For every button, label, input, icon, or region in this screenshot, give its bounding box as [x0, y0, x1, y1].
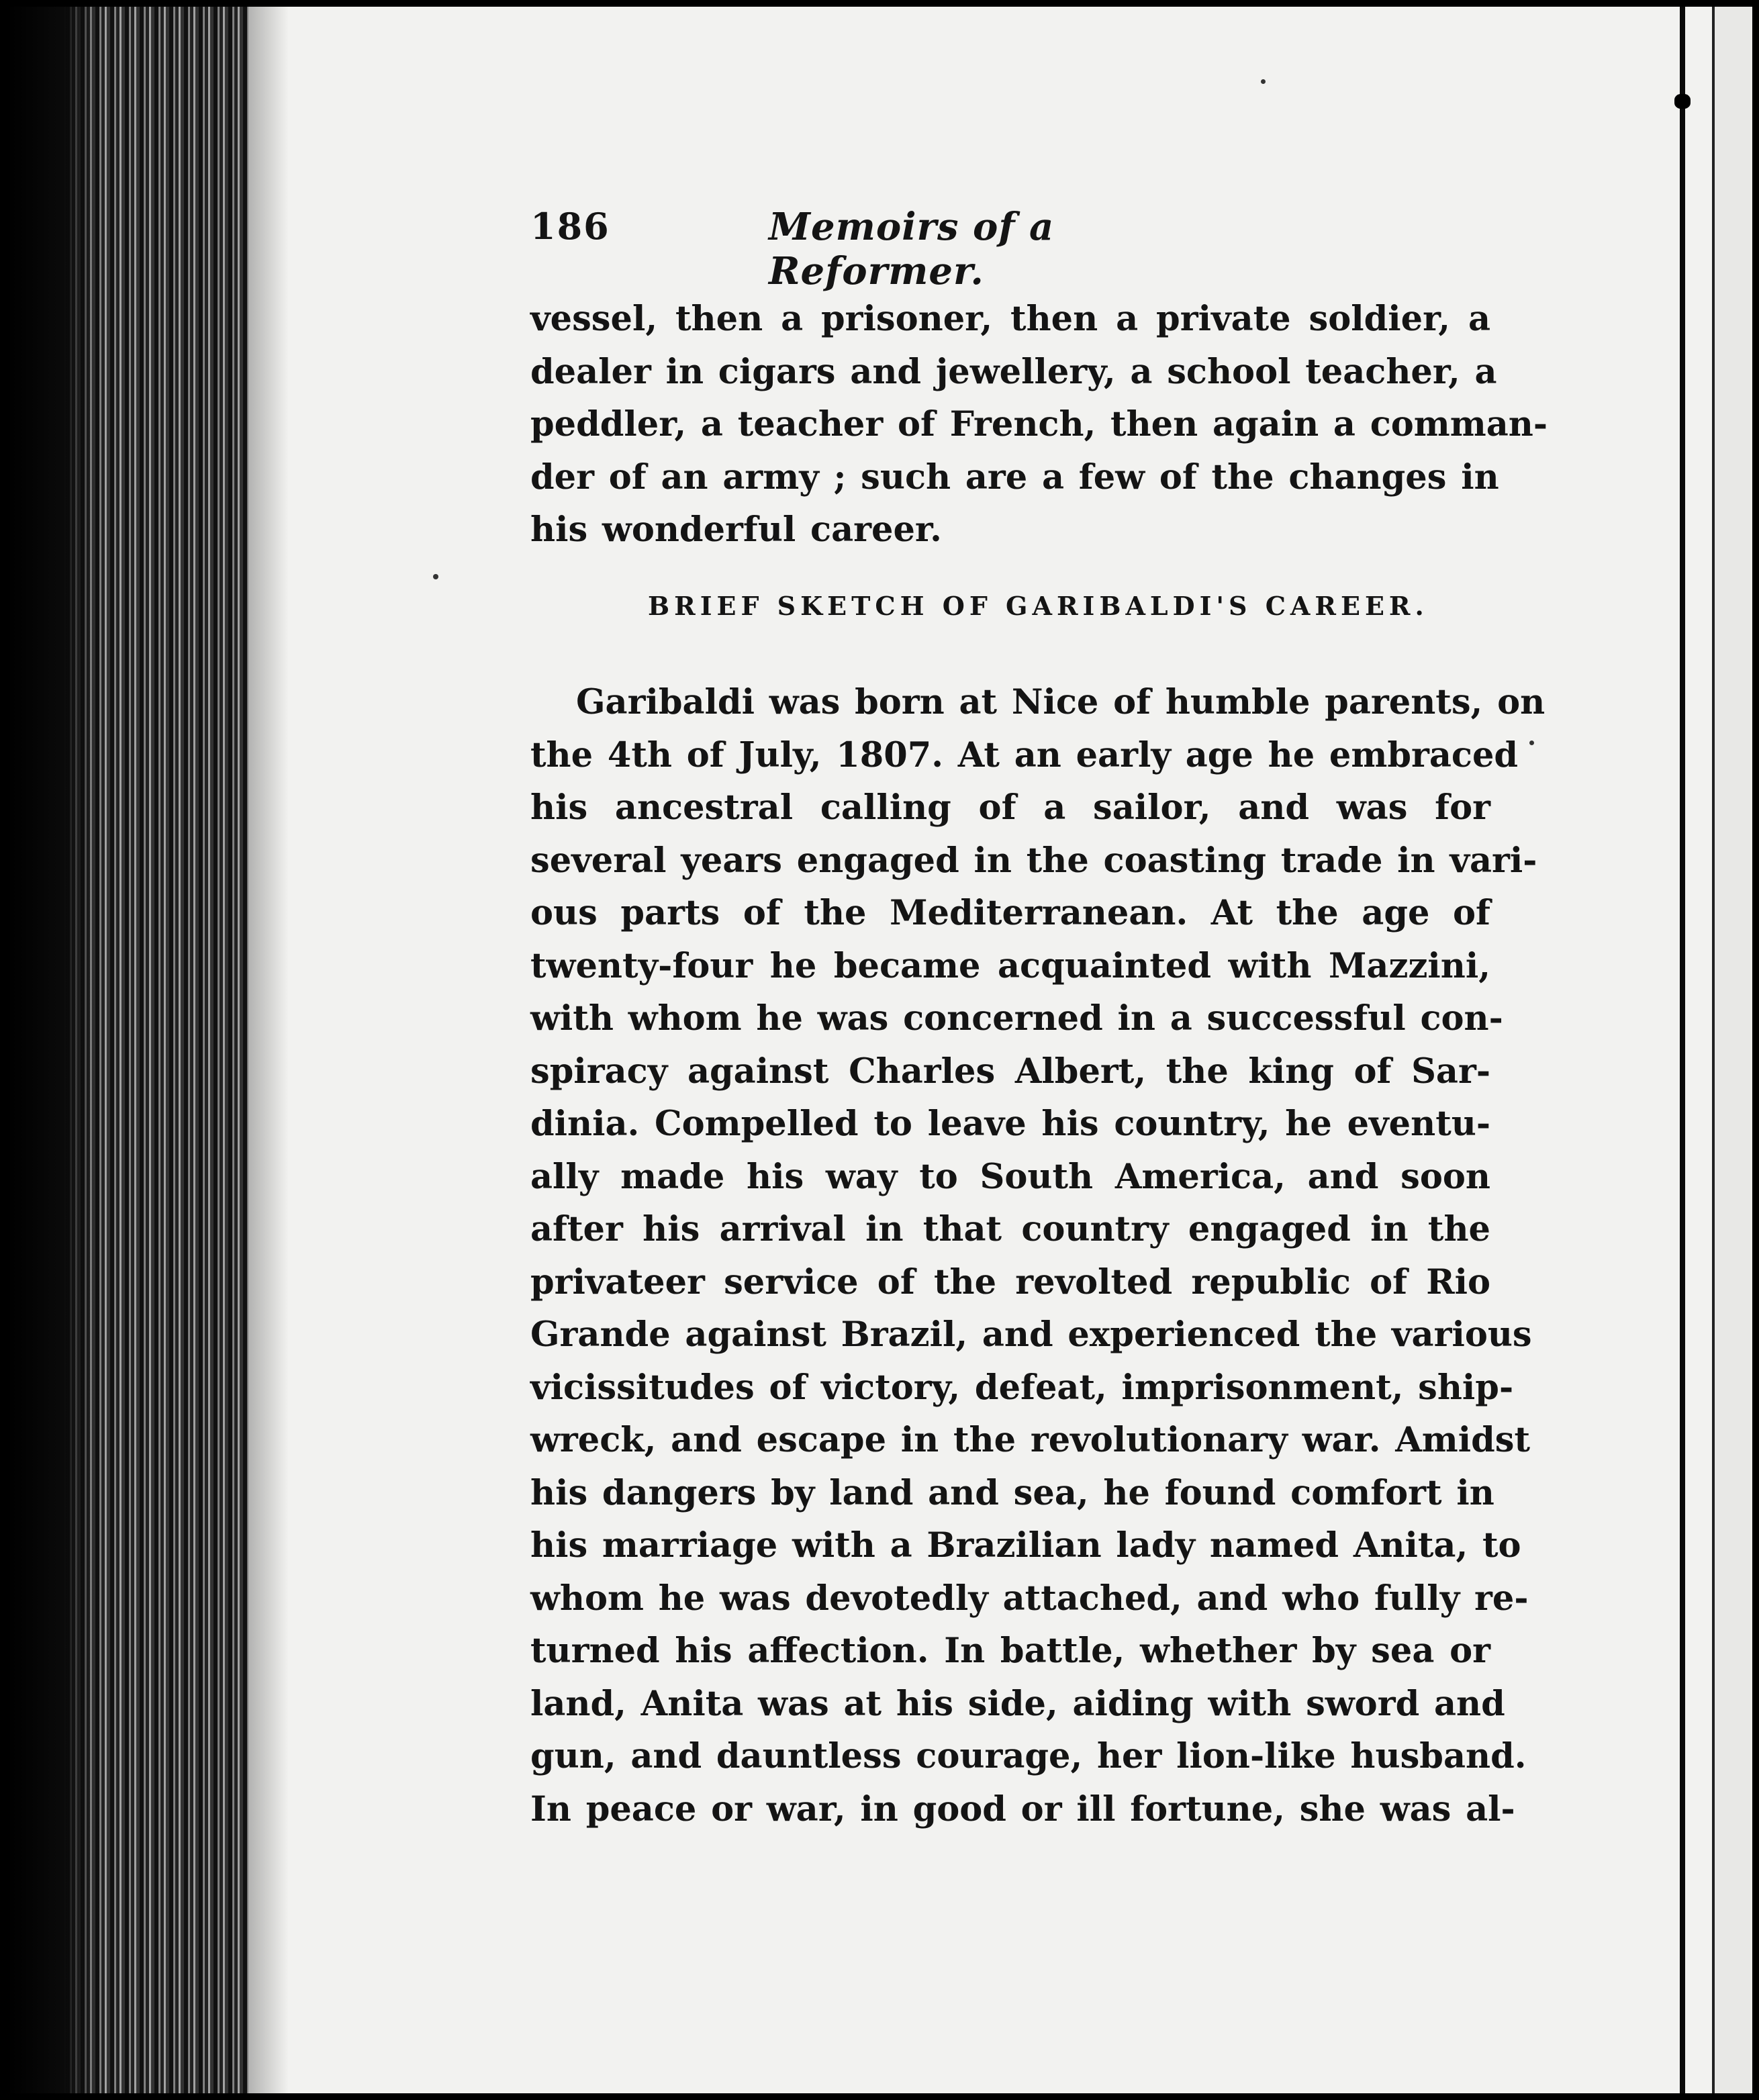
text-line: with whom he was concerned in a successful con- — [530, 998, 1503, 1039]
text-line: vessel, then a prisoner, then a private soldier, a — [530, 299, 1490, 339]
text-line: dealer in cigars and jewellery, a school teacher, a — [530, 351, 1497, 392]
text-line: spiracy against Charles Albert, the king of Sar- — [530, 1051, 1490, 1092]
text-line: ous parts of the Mediterranean. At the age of — [530, 893, 1490, 933]
text-line: peddler, a teacher of French, then again a comman- — [530, 404, 1548, 444]
text-line: turned his affection. In battle, whether by sea or — [530, 1631, 1490, 1671]
paragraph-garibaldi-sketch — [530, 676, 1546, 1835]
text-line: In peace or war, in good or ill fortune, she was al- — [530, 1788, 1515, 1829]
scan-speck — [1529, 741, 1534, 745]
page-edge-mark — [1674, 94, 1691, 109]
text-line: after his arrival in that country engaged in the — [530, 1209, 1490, 1249]
scan-speck — [1261, 79, 1266, 84]
text-line: twenty-four he became acquainted with Mazzini, — [530, 945, 1490, 986]
text-line: der of an army ; such are a few of the changes in — [530, 457, 1499, 497]
right-page-margin — [1715, 0, 1752, 2100]
page-number: 186 — [530, 205, 610, 248]
text-line: gun, and dauntless courage, her lion-like husband. — [530, 1736, 1527, 1776]
text-line: his ancestral calling of a sailor, and was for — [530, 787, 1490, 828]
text-line: vicissitudes of victory, defeat, imprisonment, ship- — [530, 1367, 1514, 1408]
text-line: wreck, and escape in the revolutionary war. Amidst — [530, 1420, 1531, 1460]
paragraph-continuation — [530, 293, 1548, 557]
text-line: Garibaldi was born at Nice of humble parents, on — [576, 682, 1546, 722]
book-spine-edges — [7, 0, 248, 2100]
text-line: dinia. Compelled to leave his country, he eventu- — [530, 1104, 1490, 1144]
text-line: whom he was devotedly attached, and who fully re- — [530, 1578, 1529, 1619]
scan-speck — [433, 574, 438, 579]
text-line: his dangers by land and sea, he found comfort in — [530, 1472, 1494, 1513]
page-header — [530, 205, 1239, 293]
text-line: his wonderful career. — [530, 510, 942, 550]
text-line: the 4th of July, 1807. At an early age he embraced — [530, 734, 1519, 775]
text-line: privateer service of the revolted republic of Rio — [530, 1261, 1490, 1302]
running-title: Memoirs of a Reformer. — [769, 205, 1055, 293]
right-page-edge-line-secondary — [1712, 0, 1715, 2100]
section-heading: BRIEF SKETCH OF GARIBALDI'S CAREER. — [648, 591, 1429, 621]
text-line: land, Anita was at his side, aiding with sword and — [530, 1683, 1505, 1724]
right-page-edge-line — [1680, 0, 1685, 2100]
text-line: Grande against Brazil, and experienced the various — [530, 1315, 1532, 1355]
text-line: his marriage with a Brazilian lady named Anita, to — [530, 1525, 1521, 1566]
page-gutter-shadow — [248, 0, 289, 2100]
text-line: ally made his way to South America, and soon — [530, 1156, 1490, 1197]
text-line: several years engaged in the coasting trade in vari- — [530, 840, 1537, 881]
